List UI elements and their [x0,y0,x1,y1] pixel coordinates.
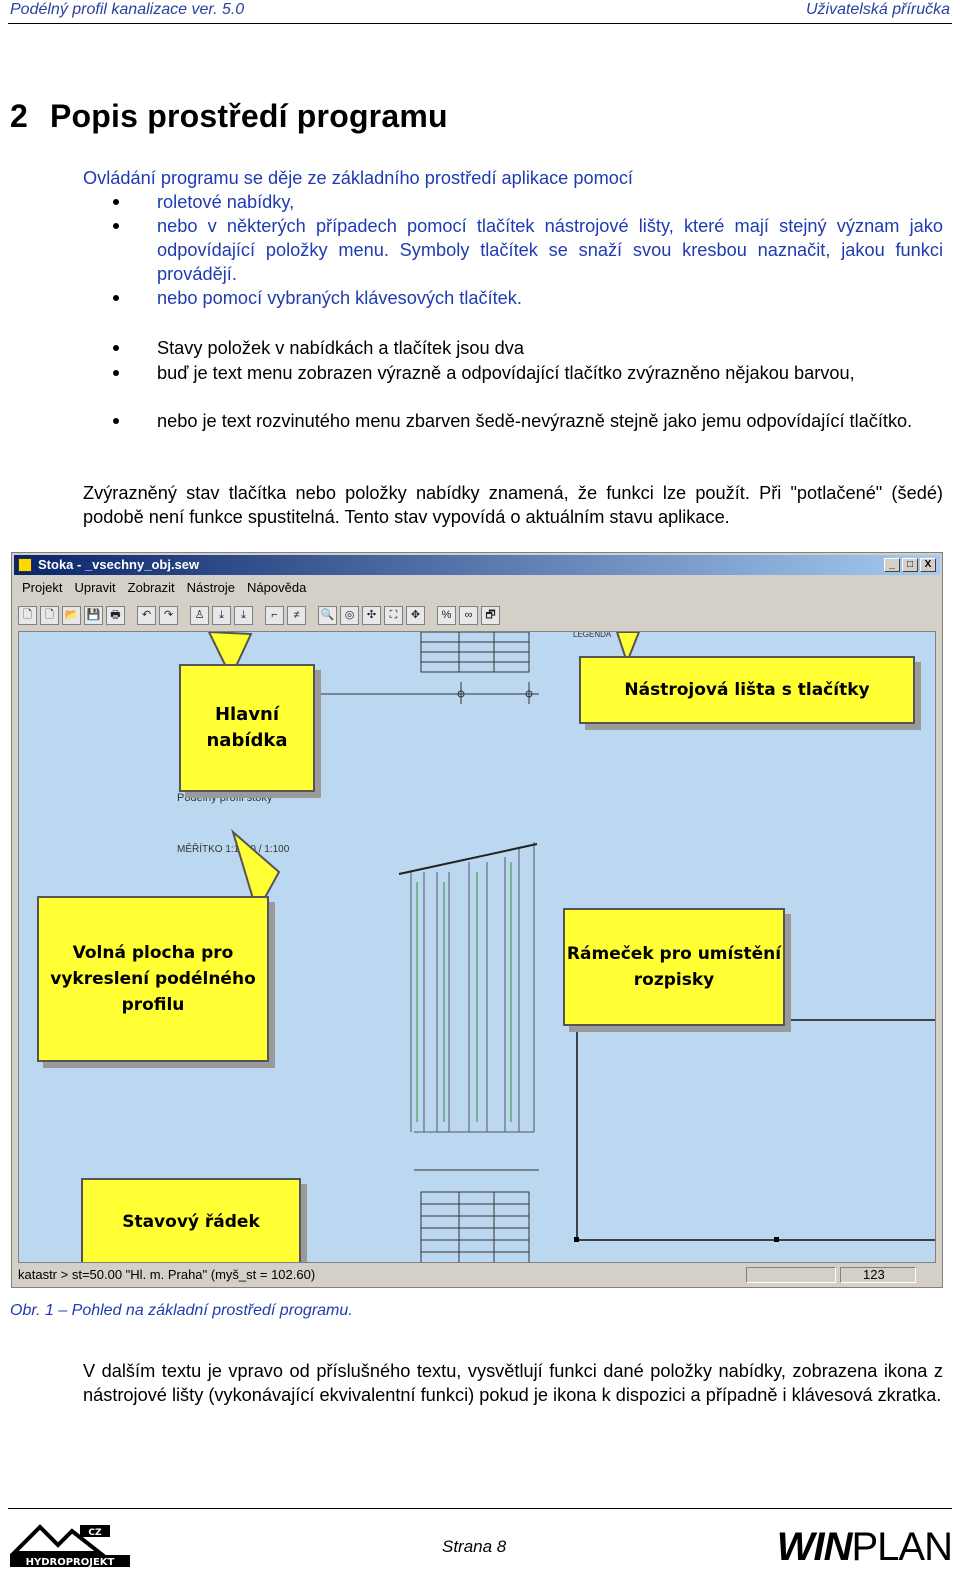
page-number: Strana 8 [442,1537,507,1556]
status-count: 123 [840,1267,916,1283]
callout-status-row: Stavový řádek [81,1178,301,1263]
paragraph-states: Zvýrazněný stav tlačítka nebo položky nabídky znamená, že funkci lze použít. Při "potlačené" (šedé) podobě není funkce spustitelná. Tento stav vypovídá o aktuálním stavu aplikace. [83,483,943,527]
bullet-dot [113,345,119,351]
bullet-dot [113,370,119,376]
redo-icon[interactable]: ↷ [159,606,178,625]
menu-bar [14,578,940,598]
hydroprojekt-logo [10,1523,130,1567]
status-panel [746,1267,836,1283]
callout-free-area: Volná plocha pro vykreslení podélného profilu [37,896,269,1062]
glasses-icon[interactable]: ∞ [459,606,478,625]
menu-napoveda[interactable]: Nápověda [247,580,307,595]
close-button[interactable]: X [920,558,936,572]
fit-icon[interactable]: ⛶ [384,606,403,625]
list2-item: Stavy položek v nabídkách a tlačítek jsou dva [157,338,524,358]
pipe2-icon[interactable]: ≠ [287,606,306,625]
scale-label: MĚŘÍTKO 1:1000 / 1:100 [177,844,290,855]
drawing-canvas[interactable] [18,631,936,1263]
arrow-down-icon[interactable]: ⤓ [212,606,231,625]
status-text: katastr > st=50.00 "Hl. m. Praha" (myš_st = 102.60) [18,1267,316,1282]
list2-item: buď je text menu zobrazen výrazně a odpovídající tlačítko zvýrazněno nějakou barvou, [157,363,855,383]
select-icon[interactable]: ✥ [406,606,425,625]
page-footer [8,1508,952,1581]
header-right: Uživatelská příručka [805,1,950,18]
properties-icon[interactable]: 🗗 [481,606,500,625]
list1-item: roletové nabídky, [157,192,295,212]
menu-zobrazit[interactable]: Zobrazit [127,580,175,595]
legend-label: LEGENDA [573,631,612,639]
logo-win: WIN [776,1525,852,1569]
new-icon[interactable]: 🗋 [18,606,37,625]
section-heading [10,98,448,135]
template-icon[interactable]: 🗋 [40,606,59,625]
list1-item: nebo v některých případech pomocí tlačítek nástrojové lišty, které mají stejný význam jako odpovídající položky menu. Symboly tlačítek se snaží svou kresbou naznačit, jakou funkci provádějí. [157,216,943,284]
bullet-dot [113,199,119,205]
logo-text: HYDROPROJEKT [25,1557,115,1567]
callout-frame: Rámeček pro umístění rozpisky [563,908,785,1026]
paragraph-explanation: V dalším textu je vpravo od příslušného textu, vysvětlují funkci dané položky nabídky, zobrazena ikona z nástrojové lišty (vykonávající ekvivalentní funkci) pokud je ikona k dispozici a případně i klávesová zkratka. [83,1361,943,1405]
pan-icon[interactable]: ✣ [362,606,381,625]
bullet-dot [113,295,119,301]
page-header [8,0,952,24]
hydroprojekt-logo-graphic [10,1523,130,1567]
arrow-down2-icon[interactable]: ⤓ [234,606,253,625]
bullet-dot [113,418,119,424]
app-icon [18,558,32,572]
zoom-icon[interactable]: 🔍 [318,606,337,625]
profile-title-label: Podélný profil stoky [177,792,273,804]
undo-icon[interactable]: ↶ [137,606,156,625]
info-icon[interactable]: ♙ [190,606,209,625]
header-left: Podélný profil kanalizace ver. 5.0 [10,1,245,18]
callout-toolbar: Nástrojová lišta s tlačítky [579,656,915,724]
zoom-out-icon[interactable]: ◎ [340,606,359,625]
list2-item: nebo je text rozvinutého menu zbarven šedě-nevýrazně stejně jako jemu odpovídající tlačítko. [157,411,913,431]
save-icon[interactable]: 💾 [84,606,103,625]
toolbar [18,603,936,627]
percent-icon[interactable]: % [437,606,456,625]
maximize-button[interactable]: □ [902,558,918,572]
status-bar [14,1265,940,1285]
app-screenshot [11,552,943,1288]
section-number: 2 [10,98,28,134]
intro-paragraph: Ovládání programu se děje ze základního prostředí aplikace pomocí [83,168,633,188]
print-icon[interactable]: 🖶 [106,606,125,625]
list1-item: nebo pomocí vybraných klávesových tlačítek. [157,288,522,308]
logo-plan: PLAN [851,1525,952,1569]
window-title: Stoka - _vsechny_obj.sew [38,557,200,572]
window-titlebar [14,555,940,575]
figure-caption: Obr. 1 – Pohled na základní prostředí programu. [10,1302,353,1319]
menu-nastroje[interactable]: Nástroje [186,580,236,595]
winplan-logo [777,1525,952,1570]
logo-badge: CZ [88,1528,102,1538]
bullet-dot [113,223,119,229]
open-icon[interactable]: 📂 [62,606,81,625]
menu-projekt[interactable]: Projekt [22,580,63,595]
callout-main-menu: Hlavní nabídka [179,664,315,792]
section-title: Popis prostředí programu [50,98,448,134]
menu-upravit[interactable]: Upravit [74,580,116,595]
pipe-icon[interactable]: ⌐ [265,606,284,625]
minimize-button[interactable]: _ [884,558,900,572]
